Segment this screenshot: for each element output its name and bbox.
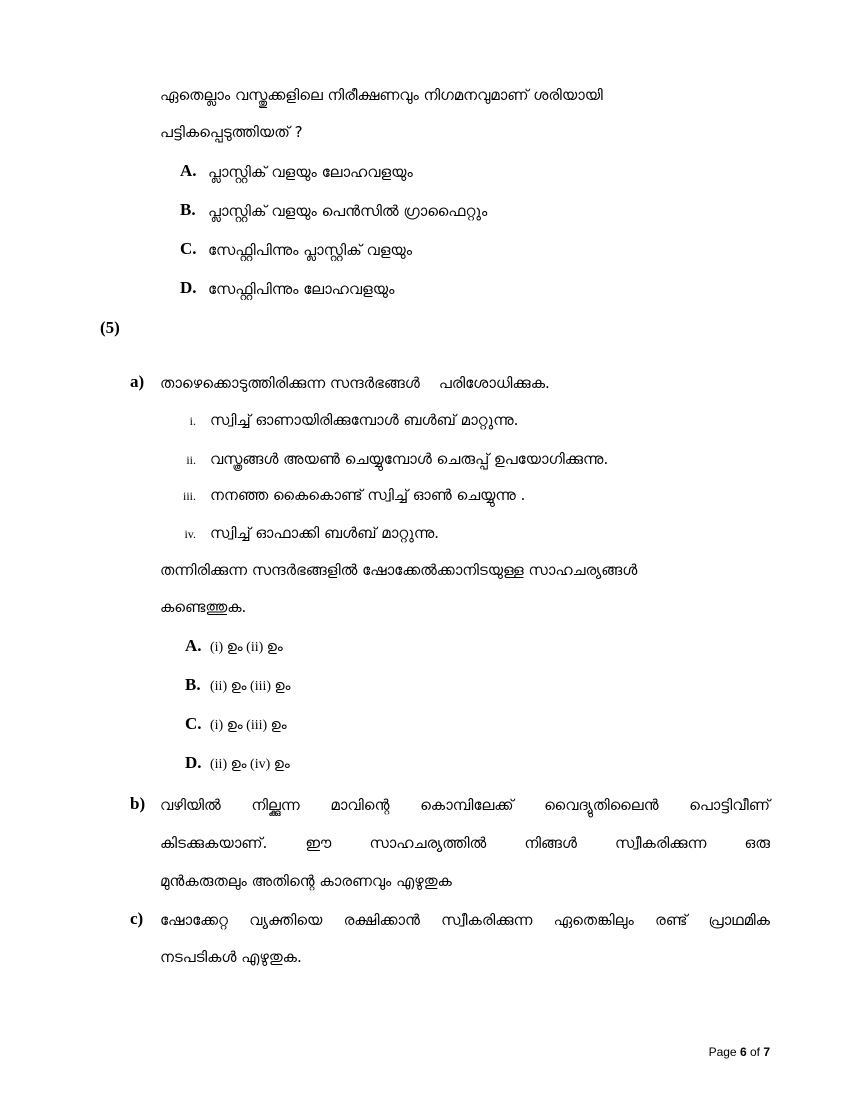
part-b-line-2 [160, 833, 770, 853]
word: നില്ക്കുന്ന [251, 796, 300, 814]
option-letter: C. [180, 239, 197, 258]
option-letter: D. [180, 278, 197, 297]
part-b-line-1 [160, 795, 770, 815]
footer-middle: of [746, 1045, 764, 1059]
word: സ്വീകരിക്കുന്ന [615, 834, 707, 852]
option-text: പ്ലാസ്റ്റിക് വളയും ലോഹവളയും [208, 163, 413, 181]
option-text: പ്ലാസ്റ്റിക് വളയും പെൻസിൽ ഗ്രാഫൈറ്റും [208, 202, 488, 220]
part-b-line-3: മുൻകരുതലും അതിന്റെ കാരണവും എഴുതുക [160, 872, 452, 890]
word: ഒരു [744, 834, 770, 852]
q4-text-line-1: ഏതെല്ലാം വസ്തുക്കളിലെ നിരീക്ഷണവും നിഗമനവുമാണ് ശരിയായി [160, 86, 603, 104]
item-text: നനഞ്ഞ കൈകൊണ്ട് സ്വിച്ച് ഓൺ ചെയ്യുന്നു . [210, 486, 526, 504]
word: ഏതെങ്കിലും [553, 911, 634, 929]
word: കൊമ്പിലേക്ക് [420, 796, 514, 814]
part-a-letter: a) [130, 372, 145, 391]
footer-total-pages: 7 [763, 1045, 770, 1059]
item-text: സ്വിച്ച് ഓണായിരിക്കുമ്പോൾ ബൾബ് മാറ്റുന്നു. [210, 411, 519, 429]
word: പ്രാഥമിക [708, 911, 770, 929]
item-numeral: i. [189, 414, 196, 428]
item-numeral: ii. [186, 453, 196, 467]
q4-text-line-2: പട്ടികപ്പെടുത്തിയത് ? [160, 123, 303, 141]
part-a-prompt-line-1: തന്നിരിക്കുന്ന സന്ദർഭങ്ങളിൽ ഷോക്കേൽക്കാനിടയുള്ള സാഹചര്യങ്ങൾ [160, 561, 638, 579]
option-letter: D. [185, 753, 202, 772]
word: സ്വീകരിക്കുന്ന [441, 911, 533, 929]
part-c-line-2: നടപടികൾ എഴുതുക. [160, 948, 302, 966]
option-letter: A. [185, 636, 202, 655]
word: രണ്ട് [654, 911, 688, 929]
part-a-prompt-line-2: കണ്ടെത്തുക. [160, 598, 247, 616]
word: നിങ്ങൾ [524, 834, 577, 852]
option-text: (ii) ഉം (iii) ഉം [210, 679, 291, 694]
word: ഈ [305, 834, 332, 852]
option-text: സേഫ്റ്റിപിന്നും പ്ലാസ്റ്റിക് വളയും [208, 241, 413, 259]
question-number: (5) [100, 318, 120, 337]
option-letter: B. [185, 675, 201, 694]
option-text: സേഫ്റ്റിപിന്നും ലോഹവളയും [208, 280, 395, 298]
option-letter: B. [180, 200, 196, 219]
option-letter: A. [180, 161, 197, 180]
part-a-intro: താഴെക്കൊടുത്തിരിക്കുന്ന സന്ദർഭങ്ങൾ പരിശോധിക്കുക. [160, 374, 550, 392]
option-letter: C. [185, 714, 202, 733]
item-numeral: iii. [182, 489, 196, 503]
word: മാവിന്റെ [330, 796, 390, 814]
footer-current-page: 6 [739, 1045, 747, 1059]
item-numeral: iv. [184, 527, 196, 541]
word: വൈദ്യുതിലൈൻ [544, 796, 659, 814]
word: ഷോക്കേറ്റ [160, 911, 229, 929]
page-footer [709, 1044, 770, 1060]
option-text: (i) ഉം (iii) ഉം [210, 718, 287, 733]
part-c-line-1 [160, 910, 770, 930]
option-text: (i) ഉം (ii) ഉം [210, 640, 283, 655]
word: കിടക്കുകയാണ്. [160, 834, 268, 852]
part-b-letter: b) [130, 794, 146, 813]
word: വഴിയിൽ [160, 796, 221, 814]
item-text: വസ്ത്രങ്ങൾ അയൺ ചെയ്യുമ്പോൾ ചെരുപ്പ് ഉപയോഗിക്കുന്നു. [210, 450, 609, 468]
word: രക്ഷിക്കാൻ [343, 911, 420, 929]
word: സാഹചര്യത്തിൽ [369, 834, 487, 852]
word: വ്യക്തിയെ [249, 911, 323, 929]
footer-prefix: Page [708, 1045, 740, 1059]
item-text: സ്വിച്ച് ഓഫാക്കി ബൾബ് മാറ്റുന്നു. [210, 524, 440, 542]
part-c-letter: c) [130, 909, 144, 928]
option-text: (ii) ഉം (iv) ഉം [210, 757, 290, 772]
word: പൊട്ടിവീണ് [689, 796, 770, 814]
